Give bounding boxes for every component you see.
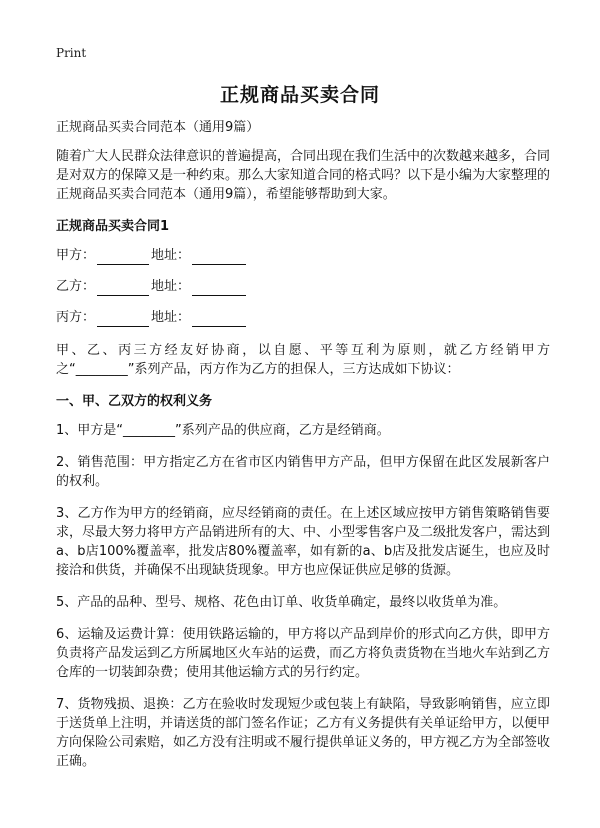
clause-2: 2、销售范围：甲方指定乙方在省市区内销售甲方产品，但甲方保留在此区发展新客户的权利。 — [56, 455, 550, 489]
print-link[interactable]: Print — [56, 46, 87, 60]
clause-6: 6、运输及运费计算：使用铁路运输的，甲方将以产品到岸价的形式向乙方供，即甲方负责将产品发运到乙方所属地区火车站的运费，而乙方将负责货物在当地火车站到乙方仓库的一切装卸杂费；使用其他运输方式的另行约定。 — [56, 627, 551, 680]
address-blank — [192, 250, 246, 265]
party-label: 甲方： — [56, 248, 96, 263]
party-label: 丙方： — [56, 310, 96, 325]
clause-5: 5、产品的品种、型号、规格、花色由订单、收货单确定，最终以收货单为准。 — [56, 595, 507, 610]
party-line-a — [56, 246, 550, 265]
address-label: 地址： — [151, 310, 191, 325]
party-line-c — [56, 308, 550, 327]
name-blank — [97, 312, 149, 327]
address-label: 地址： — [151, 279, 191, 294]
intro-paragraph: 随着广大人民群众法律意识的普遍提高，合同出现在我们生活中的次数越来越多，合同是对双方的保障又是一种约束。那么大家知道合同的格式吗？以下是小编为大家整理的正规商品买卖合同范本（通用9篇），希望能够帮助到大家。 — [56, 149, 551, 202]
party-label: 乙方： — [56, 279, 96, 294]
clause-7: 7、货物残损、退换：乙方在验收时发现短少或包装上有缺陷，导致影响销售，应立即于送货单上注明，并请送货的部门签名作证；乙方有义务提供有关单证给甲方，以便甲方向保险公司索赔，如乙方没有注明或不履行提供单证义务的，甲方视乙方为全部签收正确。 — [56, 697, 551, 769]
address-blank — [192, 281, 246, 296]
section-heading: 正规商品买卖合同1 — [56, 219, 170, 234]
document-title: 正规商品买卖合同 — [219, 84, 380, 106]
document-subtitle: 正规商品买卖合同范本（通用9篇） — [56, 120, 260, 135]
address-blank — [192, 312, 246, 327]
party-line-b — [56, 277, 550, 296]
article-heading: 一、甲、乙双方的权利义务 — [56, 394, 213, 409]
document-body — [56, 118, 550, 784]
name-blank — [97, 281, 149, 296]
address-label: 地址： — [151, 248, 191, 263]
clause-3: 3、乙方作为甲方的经销商，应尽经销商的责任。在上述区域应按甲方销售策略销售要求，尽最大努力将甲方产品销进所有的大、中、小型零售客户及二级批发客户，需达到a、b店100%覆盖率，批发店80%覆盖率，如有新的a、b店及批发店诞生，也应及时接洽和供货，并确保不出现缺货现象。甲方也应保证供应足够的货源。 — [56, 506, 551, 578]
clause-1: 1、甲方是“________”系列产品的供应商，乙方是经销商。 — [56, 423, 390, 438]
name-blank — [97, 250, 149, 265]
agreement-intro: 甲、乙、丙三方经友好协商，以自愿、平等互利为原则，就乙方经销甲方之“________”系列产品，丙方作为乙方的担保人，三方达成如下协议： — [56, 343, 550, 377]
